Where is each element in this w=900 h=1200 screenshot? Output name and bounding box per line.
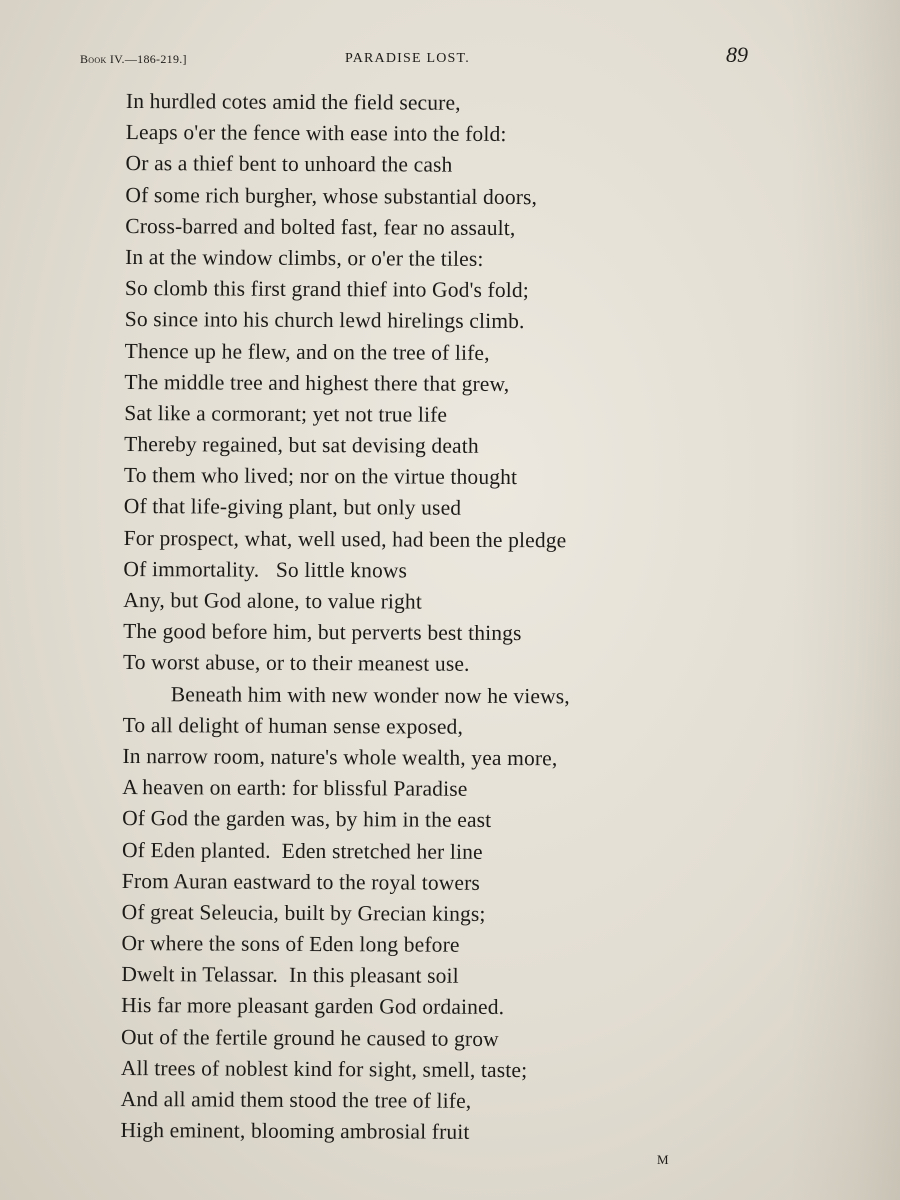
verse-line: Out of the fertile ground he caused to grow: [120, 1024, 499, 1051]
verse-line: Of some rich burgher, whose substantial doors,: [125, 182, 538, 209]
verse-line: So since into his church lewd hirelings climb.: [124, 307, 525, 334]
page-number: 89: [726, 42, 748, 67]
verse-line: In narrow room, nature's whole wealth, yea more,: [122, 743, 558, 771]
verse-line: Leaps o'er the fence with ease into the fold:: [125, 120, 507, 147]
verse-line: For prospect, what, well used, had been the pledge: [123, 525, 567, 552]
verse-line: And all amid them stood the tree of life,: [120, 1086, 472, 1113]
verse-block: [120, 86, 726, 1150]
verse-line: To all delight of human sense exposed,: [122, 712, 464, 739]
verse-line-paragraph-start: Beneath him with new wonder now he views,: [170, 681, 570, 708]
page-title: PARADISE LOST.: [345, 51, 470, 66]
verse-line: Sat like a cormorant; yet not true life: [124, 400, 448, 427]
verse-line: Or as a thief bent to unhoard the cash: [125, 151, 453, 178]
signature-mark: M: [657, 1152, 669, 1167]
book-reference: Book IV.—186-219.]: [80, 52, 187, 66]
verse-line: The middle tree and highest there that grew,: [124, 369, 510, 396]
verse-line: His far more pleasant garden God ordained.: [121, 993, 505, 1020]
verse-line: Of Eden planted. Eden stretched her line: [121, 837, 483, 864]
verse-line: Of that life-giving plant, but only used: [123, 494, 462, 521]
verse-line: To them who lived; nor on the virtue thought: [123, 463, 518, 490]
verse-line: Thence up he flew, and on the tree of life,: [124, 338, 490, 365]
verse-line: High eminent, blooming ambrosial fruit: [120, 1118, 470, 1145]
verse-line: Cross-barred and bolted fast, fear no assault,: [125, 213, 516, 240]
verse-line: Thereby regained, but sat devising death: [124, 432, 479, 458]
verse-line: Of God the garden was, by him in the east: [122, 806, 492, 833]
running-head: [80, 42, 760, 78]
verse-line: Dwelt in Telassar. In this pleasant soil: [121, 962, 459, 989]
verse-line: In at the window climbs, or o'er the tiles:: [125, 244, 484, 271]
verse-line: Or where the sons of Eden long before: [121, 931, 460, 957]
verse-line: So clomb this first grand thief into God's fold;: [124, 276, 530, 303]
verse-line: Of immortality. So little knows: [123, 556, 408, 583]
verse-line: Of great Seleucia, built by Grecian kings;: [121, 899, 486, 926]
page-edge-shadow: [790, 0, 900, 1200]
verse-line: From Auran eastward to the royal towers: [121, 868, 481, 895]
verse-line: Any, but God alone, to value right: [123, 587, 423, 614]
verse-line: To worst abuse, or to their meanest use.: [122, 650, 470, 677]
verse-line: In hurdled cotes amid the field secure,: [125, 88, 461, 115]
verse-line: The good before him, but perverts best things: [123, 619, 522, 646]
verse-line: A heaven on earth: for blissful Paradise: [122, 775, 468, 801]
verse-line: All trees of noblest kind for sight, smell, taste;: [120, 1055, 528, 1082]
